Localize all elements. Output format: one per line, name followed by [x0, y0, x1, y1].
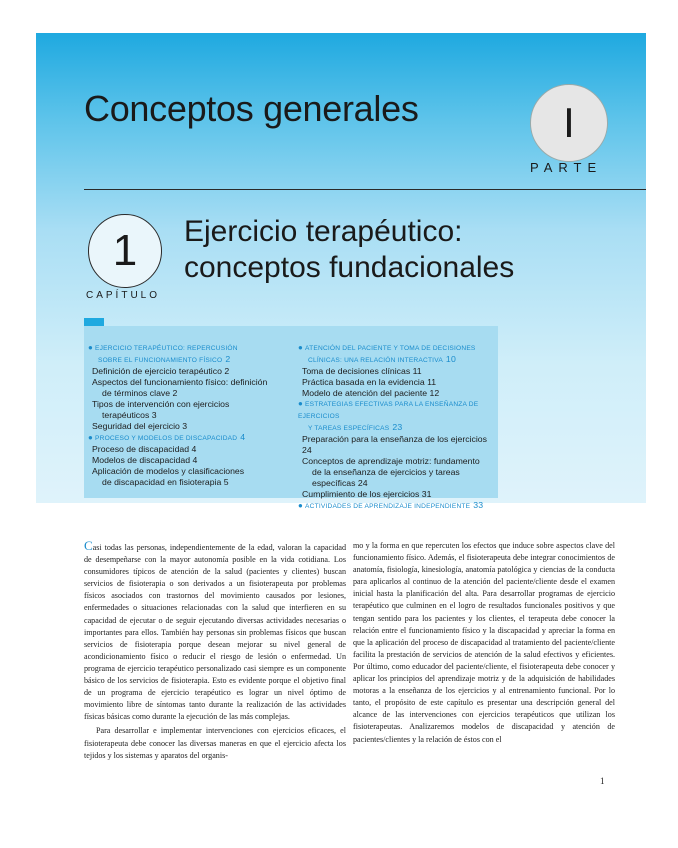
toc-section: [88, 354, 288, 366]
toc-tab: [84, 318, 104, 326]
chapter-title: [184, 214, 514, 286]
toc-section-text: CLÍNICAS: UNA RELACIÓN INTERACTIVA: [308, 357, 443, 364]
toc-right-column: [298, 342, 498, 512]
toc-item: Modelos de discapacidad 4: [92, 455, 198, 465]
toc-section: [298, 500, 498, 512]
body-right-column: [353, 540, 615, 746]
part-divider: [84, 189, 646, 190]
part-numeral: I: [563, 99, 575, 146]
body-paragraph: asi todas las personas, independientemente de la edad, valoran la capacidad de desempeñarse con la mayor autonomía posible en la vida cotidiana. Los consumidores típicos de atención de la salud (pacientes y clientes) buscan servicios de fisioterapia o son derivados a un fisioterapeuta por problemas físicos asociados con trastornos del movimiento causados por lesiones, enfermedades o situaciones relacionadas con la salud que interfieren en su capacidad de ejecutar o de seguir ejecutando diversas actividades necesarias o importantes para ellos. También hay personas sin problemas físicos que buscan servicios de fisioterapia porque desean mejorar su nivel general de acondicionamiento físico o reducir el riesgo de lesión o enfermedad. Un programa de ejercicio terapéutico personalizado casi siempre es un componente básico de los servicios de fisioterapia. Esto es evidente porque el objetivo final de un programa de ejercicio terapéutico es lograr un nivel óptimo de movimiento libre de síntomas tanto durante la realización de las actividades físicas básicas como durante la ejecución de las más complejas.: [84, 543, 346, 722]
toc-item: Proceso de discapacidad 4: [92, 444, 197, 454]
toc-item: Seguridad del ejercicio 3: [92, 421, 188, 431]
chapter-number: 1: [112, 226, 138, 275]
toc-section-text: ACTIVIDADES DE APRENDIZAJE INDEPENDIENTE: [305, 503, 471, 510]
toc-section: [298, 399, 498, 422]
body-paragraph: mo y la forma en que repercuten los efectos que induce sobre aspectos clave del funcionamiento físico. Además, el fisioterapeuta debe integrar conocimientos de anatomía, fisiología, kinesiología, anatomía patológica y ciencias de la conducta para aplicarlos al continuo de la atención del paciente/cliente desde el examen inicial hasta la planificación del alta. Para desarrollar programas de ejercicio terapéutico que culminen en el logro de resultados funcionales positivos y que tengan sentido para los pacientes y los clientes, el terapeuta debe conocer la relación entre el funcionamiento físico y la discapacidad y apreciar la forma en que la aplicación del proceso de discapacidad al tratamiento del paciente/cliente facilita la prestación de servicios de atención de la salud efectivos y eficientes. Por último, como educador del paciente/cliente, el fisioterapeuta debe conocer y aplicar los principios del aprendizaje motriz y de la adquisición de habilidades motoras a la enseñanza de los ejercicios y al entrenamiento funcional. Por lo tanto, el propósito de este capítulo es presentar una descripción general del alcance de las intervenciones con ejercicios terapéuticos que utilizan los fisioterapeutas. Analizaremos modelos de discapacidad y atención de pacientes/clientes y la relación de éstos con el: [353, 541, 615, 744]
toc-section: [298, 342, 498, 354]
toc-item: específicas 24: [312, 478, 368, 488]
toc-section-text: SOBRE EL FUNCIONAMIENTO FÍSICO: [98, 357, 223, 364]
toc-item: Conceptos de aprendizaje motriz: fundamento: [302, 456, 480, 466]
toc-page-number: 2: [225, 354, 231, 364]
toc-item: Aspectos del funcionamiento físico: definición: [92, 377, 268, 387]
toc-page-number: 23: [392, 422, 403, 432]
bullet-icon: ●: [88, 343, 94, 352]
toc-section: [298, 354, 498, 366]
toc-item: Práctica basada en la evidencia 11: [302, 377, 437, 387]
toc-item: Toma de decisiones clínicas 11: [302, 366, 422, 376]
toc-item: Definición de ejercicio terapéutico 2: [92, 366, 230, 376]
toc-left-column: [88, 342, 288, 488]
bullet-icon: ●: [88, 433, 94, 442]
chapter-title-line2: conceptos fundacionales: [184, 251, 515, 284]
bullet-icon: ●: [298, 343, 304, 352]
bullet-icon: ●: [298, 501, 304, 510]
body-paragraph: Para desarrollar e implementar intervenciones con ejercicios eficaces, el fisioterapeuta debe conocer las diversas maneras en que el ejercicio afecta los tejidos y los sistemas y aparatos del organis-: [84, 726, 346, 760]
toc-item: Modelo de atención del paciente 12: [302, 388, 440, 398]
toc-item: de la enseñanza de ejercicios y tareas: [312, 467, 460, 477]
body-left-column: [84, 540, 346, 762]
toc-section: [298, 422, 498, 434]
toc-item: Preparación para la enseñanza de los ejercicios 24: [302, 434, 487, 455]
toc-section-text: ATENCIÓN DEL PACIENTE Y TOMA DE DECISIONES: [305, 345, 476, 352]
page-number: 1: [600, 776, 605, 786]
chapter-number-badge: [88, 214, 162, 288]
toc-item: Cumplimiento de los ejercicios 31: [302, 489, 432, 499]
toc-page-number: 33: [473, 500, 484, 510]
toc-page-number: 4: [240, 432, 246, 442]
toc-item: terapéuticos 3: [102, 410, 157, 420]
toc-section-text: Y TAREAS ESPECÍFICAS: [308, 425, 390, 432]
bullet-icon: ●: [298, 399, 304, 408]
drop-cap: C: [84, 538, 93, 553]
toc-item: Aplicación de modelos y clasificaciones: [92, 466, 245, 476]
part-label: PARTE: [530, 160, 603, 175]
toc-section-text: EJERCICIO TERAPÉUTICO: REPERCUSIÓN: [95, 345, 238, 352]
part-title: Conceptos generales: [84, 88, 419, 129]
chapter-label: CAPÍTULO: [86, 290, 161, 301]
toc-section-text: PROCESO Y MODELOS DE DISCAPACIDAD: [95, 435, 238, 442]
toc-section: [88, 432, 288, 444]
toc-item: Tipos de intervención con ejercicios: [92, 399, 230, 409]
toc-section: [88, 342, 288, 354]
chapter-title-line1: Ejercicio terapéutico:: [184, 215, 463, 248]
toc-item: de discapacidad en fisioterapia 5: [102, 477, 229, 487]
toc-page-number: 10: [445, 354, 456, 364]
part-number-badge: [530, 84, 608, 162]
toc-section-text: ESTRATEGIAS EFECTIVAS PARA LA ENSEÑANZA DE EJERCICIOS: [298, 401, 479, 420]
toc-item: de términos clave 2: [102, 388, 178, 398]
